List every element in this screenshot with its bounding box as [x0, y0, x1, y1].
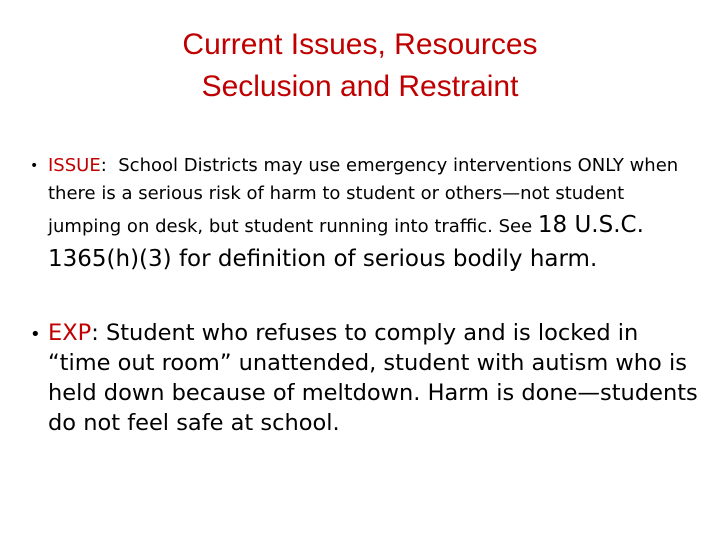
issue-citation-text: 18 U.S.C. 1365(h)(3) for definition of serious bodily harm.	[48, 212, 644, 272]
title-line-2: Seclusion and Restraint	[201, 70, 519, 103]
title-line-1: Current Issues, Resources	[182, 28, 538, 61]
issue-label: ISSUE	[48, 155, 101, 176]
issue-label-colon: :	[100, 155, 107, 176]
bullet-example	[30, 318, 700, 438]
bullet-marker: •	[30, 324, 41, 345]
bullet-issue-text	[48, 152, 700, 276]
bullet-marker: •	[30, 158, 39, 174]
bullet-issue	[30, 152, 700, 276]
issue-body-text: School Districts may use emergency interventions ONLY when there is a serious risk of harm to student or others—not student jumping on desk, but student running into traffic. See	[48, 155, 679, 237]
exp-body-text: Student who refuses to comply and is locked in “time out room” unattended, student with autism who is held down because of meltdown. Harm is done—students do not feel safe at school.	[48, 320, 698, 436]
exp-label: EXP	[48, 320, 92, 346]
exp-label-colon: :	[91, 320, 99, 346]
bullet-example-text	[48, 318, 700, 438]
slide-title	[0, 24, 720, 108]
